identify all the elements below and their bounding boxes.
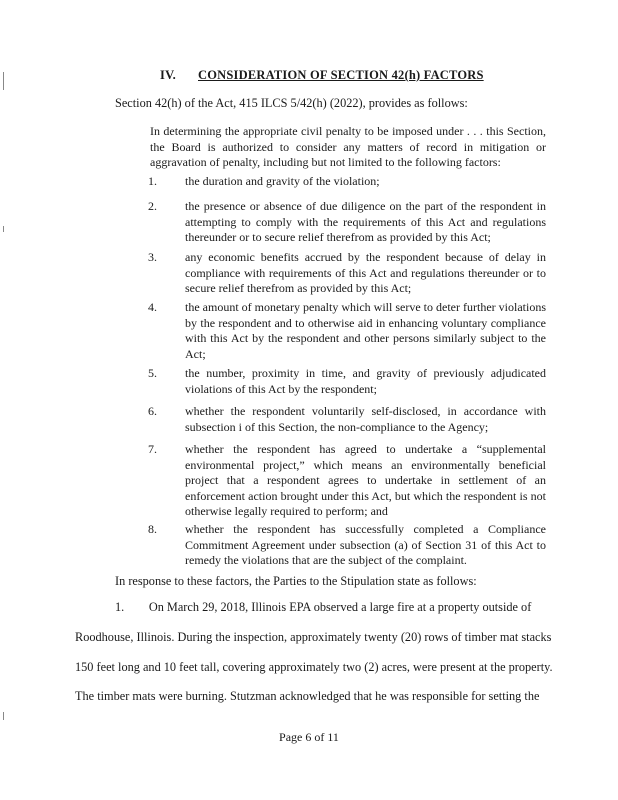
paragraph-line: Roodhouse, Illinois. During the inspection, approximately twenty (20) rows of timber mat stacks xyxy=(75,630,552,644)
factor-number: 3. xyxy=(148,250,157,264)
scan-margin-mark xyxy=(3,72,4,90)
scan-margin-mark xyxy=(3,226,4,232)
response-intro: In response to these factors, the Parties to the Stipulation state as follows: xyxy=(115,574,477,588)
page-footer: Page 6 of 11 xyxy=(279,730,339,744)
factor-text: the number, proximity in time, and gravity of previously adjudicated violations of this Act by the respondent; xyxy=(185,366,546,396)
quote-intro: In determining the appropriate civil penalty to be imposed under . . . this Section, the Board is authorized to consider any matters of record in mitigation or aggravation of penalty, including but not limited to the following factors: xyxy=(150,124,546,170)
factor-text: any economic benefits accrued by the respondent because of delay in compliance with requirements of this Act and regulations thereunder or to secure relief therefrom as provided by this Act; xyxy=(185,250,546,296)
intro-text: Section 42(h) of the Act, 415 ILCS 5/42(h) (2022), provides as follows: xyxy=(115,96,468,110)
factor-text: the amount of monetary penalty which will serve to deter further violations by the respondent and to otherwise aid in enhancing voluntary compliance with this Act by the respondent and other persons similarly subject to the Act; xyxy=(185,300,546,361)
factor-number: 7. xyxy=(148,442,157,456)
factor-number: 2. xyxy=(148,199,157,213)
factor-text: whether the respondent has successfully completed a Compliance Commitment Agreement under subsection (a) of Section 31 of this Act to remedy the violations that are the subject of the complaint. xyxy=(185,522,546,568)
factor-number: 6. xyxy=(148,404,157,418)
factor-text: the presence or absence of due diligence on the part of the respondent in attempting to comply with the requirements of this Act and regulations thereunder or to secure relief therefrom as provided by this Act; xyxy=(185,199,546,245)
factor-text: the duration and gravity of the violation; xyxy=(185,174,380,188)
paragraph-line: 150 feet long and 10 feet tall, covering approximately two (2) acres, were present at the property. xyxy=(75,660,553,674)
section-heading xyxy=(160,68,484,83)
factor-number: 4. xyxy=(148,300,157,314)
scan-margin-mark xyxy=(3,712,4,720)
factor-number: 1. xyxy=(148,174,157,188)
factor-number: 5. xyxy=(148,366,157,380)
factor-text: whether the respondent has agreed to undertake a “supplemental environmental project,” which means an environmentally beneficial project that a respondent agrees to undertake in settlement of an enforcement action brought under this Act, but which the respondent is not otherwise legally required to perform; and xyxy=(185,442,546,519)
factor-number: 8. xyxy=(148,522,157,536)
section-number: IV. xyxy=(160,68,177,82)
paragraph-line: 1. On March 29, 2018, Illinois EPA observed a large fire at a property outside of xyxy=(115,600,532,614)
section-title: CONSIDERATION OF SECTION 42(h) FACTORS xyxy=(198,68,484,82)
factor-text: whether the respondent voluntarily self-disclosed, in accordance with subsection i of this Section, the non-compliance to the Agency; xyxy=(185,404,546,434)
paragraph-line: The timber mats were burning. Stutzman acknowledged that he was responsible for setting the xyxy=(75,689,540,703)
